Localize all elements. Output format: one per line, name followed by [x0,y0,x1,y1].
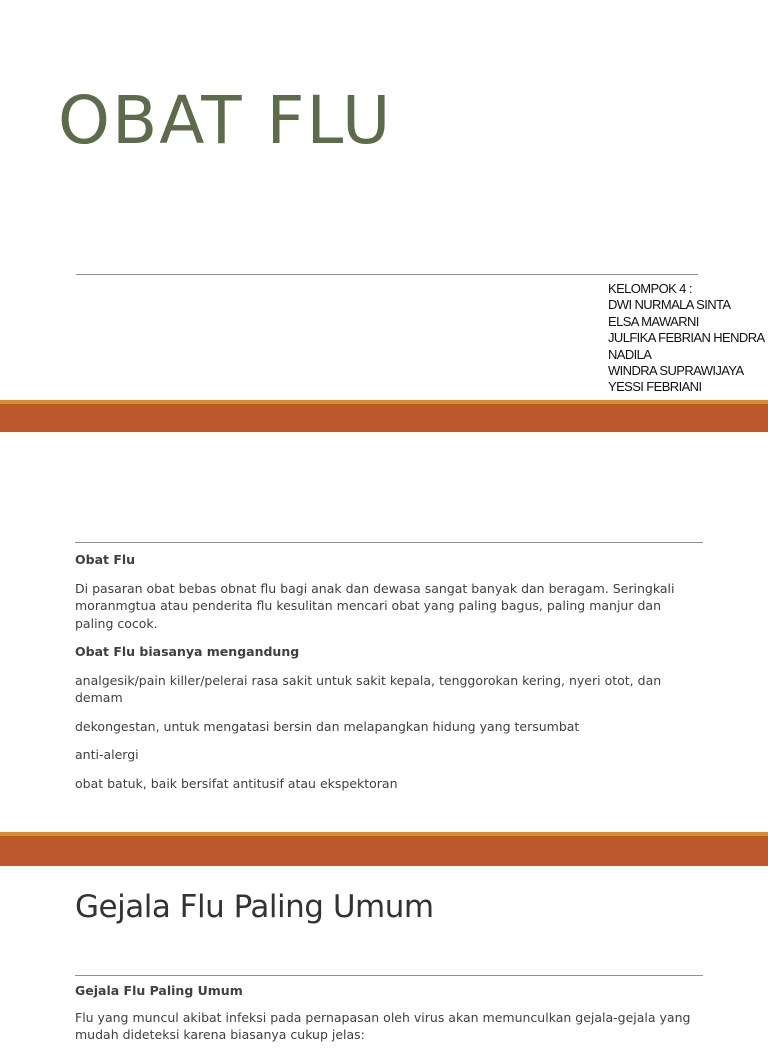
slide-title [0,0,768,400]
content-divider-rule [75,975,703,976]
slide-obat-flu [0,432,768,832]
slide-separator-band [0,832,768,866]
section-subheading: Obat Flu biasanya mengandung [75,644,300,659]
title-divider-rule [76,274,698,275]
section-heading: Gejala Flu Paling Umum [75,983,243,998]
group-members-list [608,281,768,396]
content-item: anti-alergi [75,747,139,762]
members-line: JULFIKA FEBRIAN HENDRA [608,330,765,346]
section-heading: Obat Flu [75,552,136,567]
members-line: DWI NURMALA SINTA [608,297,731,313]
content-item: obat batuk, baik bersifat antitusif atau ekspektoran [75,775,398,791]
members-line: ELSA MAWARNI [608,313,699,329]
members-line: WINDRA SUPRAWIJAYA [608,363,744,379]
intro-paragraph: Di pasaran obat bebas obnat flu bagi anak dan dewasa sangat banyak dan beragam. Seringkali moranmgtua atau penderita flu kesulitan mencari obat yang paling bagus, paling manjur dan paling cocok. [75,580,675,631]
members-line: NADILA [608,346,652,362]
content-item: dekongestan, untuk mengatasi bersin dan melapangkan hidung yang tersumbat [75,718,580,734]
members-line: YESSI FEBRIANI [608,379,702,395]
separator-main-stripe [0,404,768,432]
slide-gejala-flu [0,866,768,1042]
slide-title-heading: OBAT FLU [58,82,393,159]
slide-body [75,551,695,803]
slide-body [75,982,695,1053]
slide-heading: Gejala Flu Paling Umum [75,889,434,925]
content-divider-rule [75,542,703,543]
content-item: analgesik/pain killer/pelerai rasa sakit untuk sakit kepala, tenggorokan kering, nyeri otot, dan demam [75,672,662,705]
separator-main-stripe [0,836,768,866]
slide-separator-band [0,400,768,432]
intro-paragraph: Flu yang muncul akibat infeksi pada pernapasan oleh virus akan memunculkan gejala-gejala yang mudah dideteksi karena biasanya cukup jelas: [75,1009,691,1042]
members-line: KELOMPOK 4 : [608,281,692,296]
